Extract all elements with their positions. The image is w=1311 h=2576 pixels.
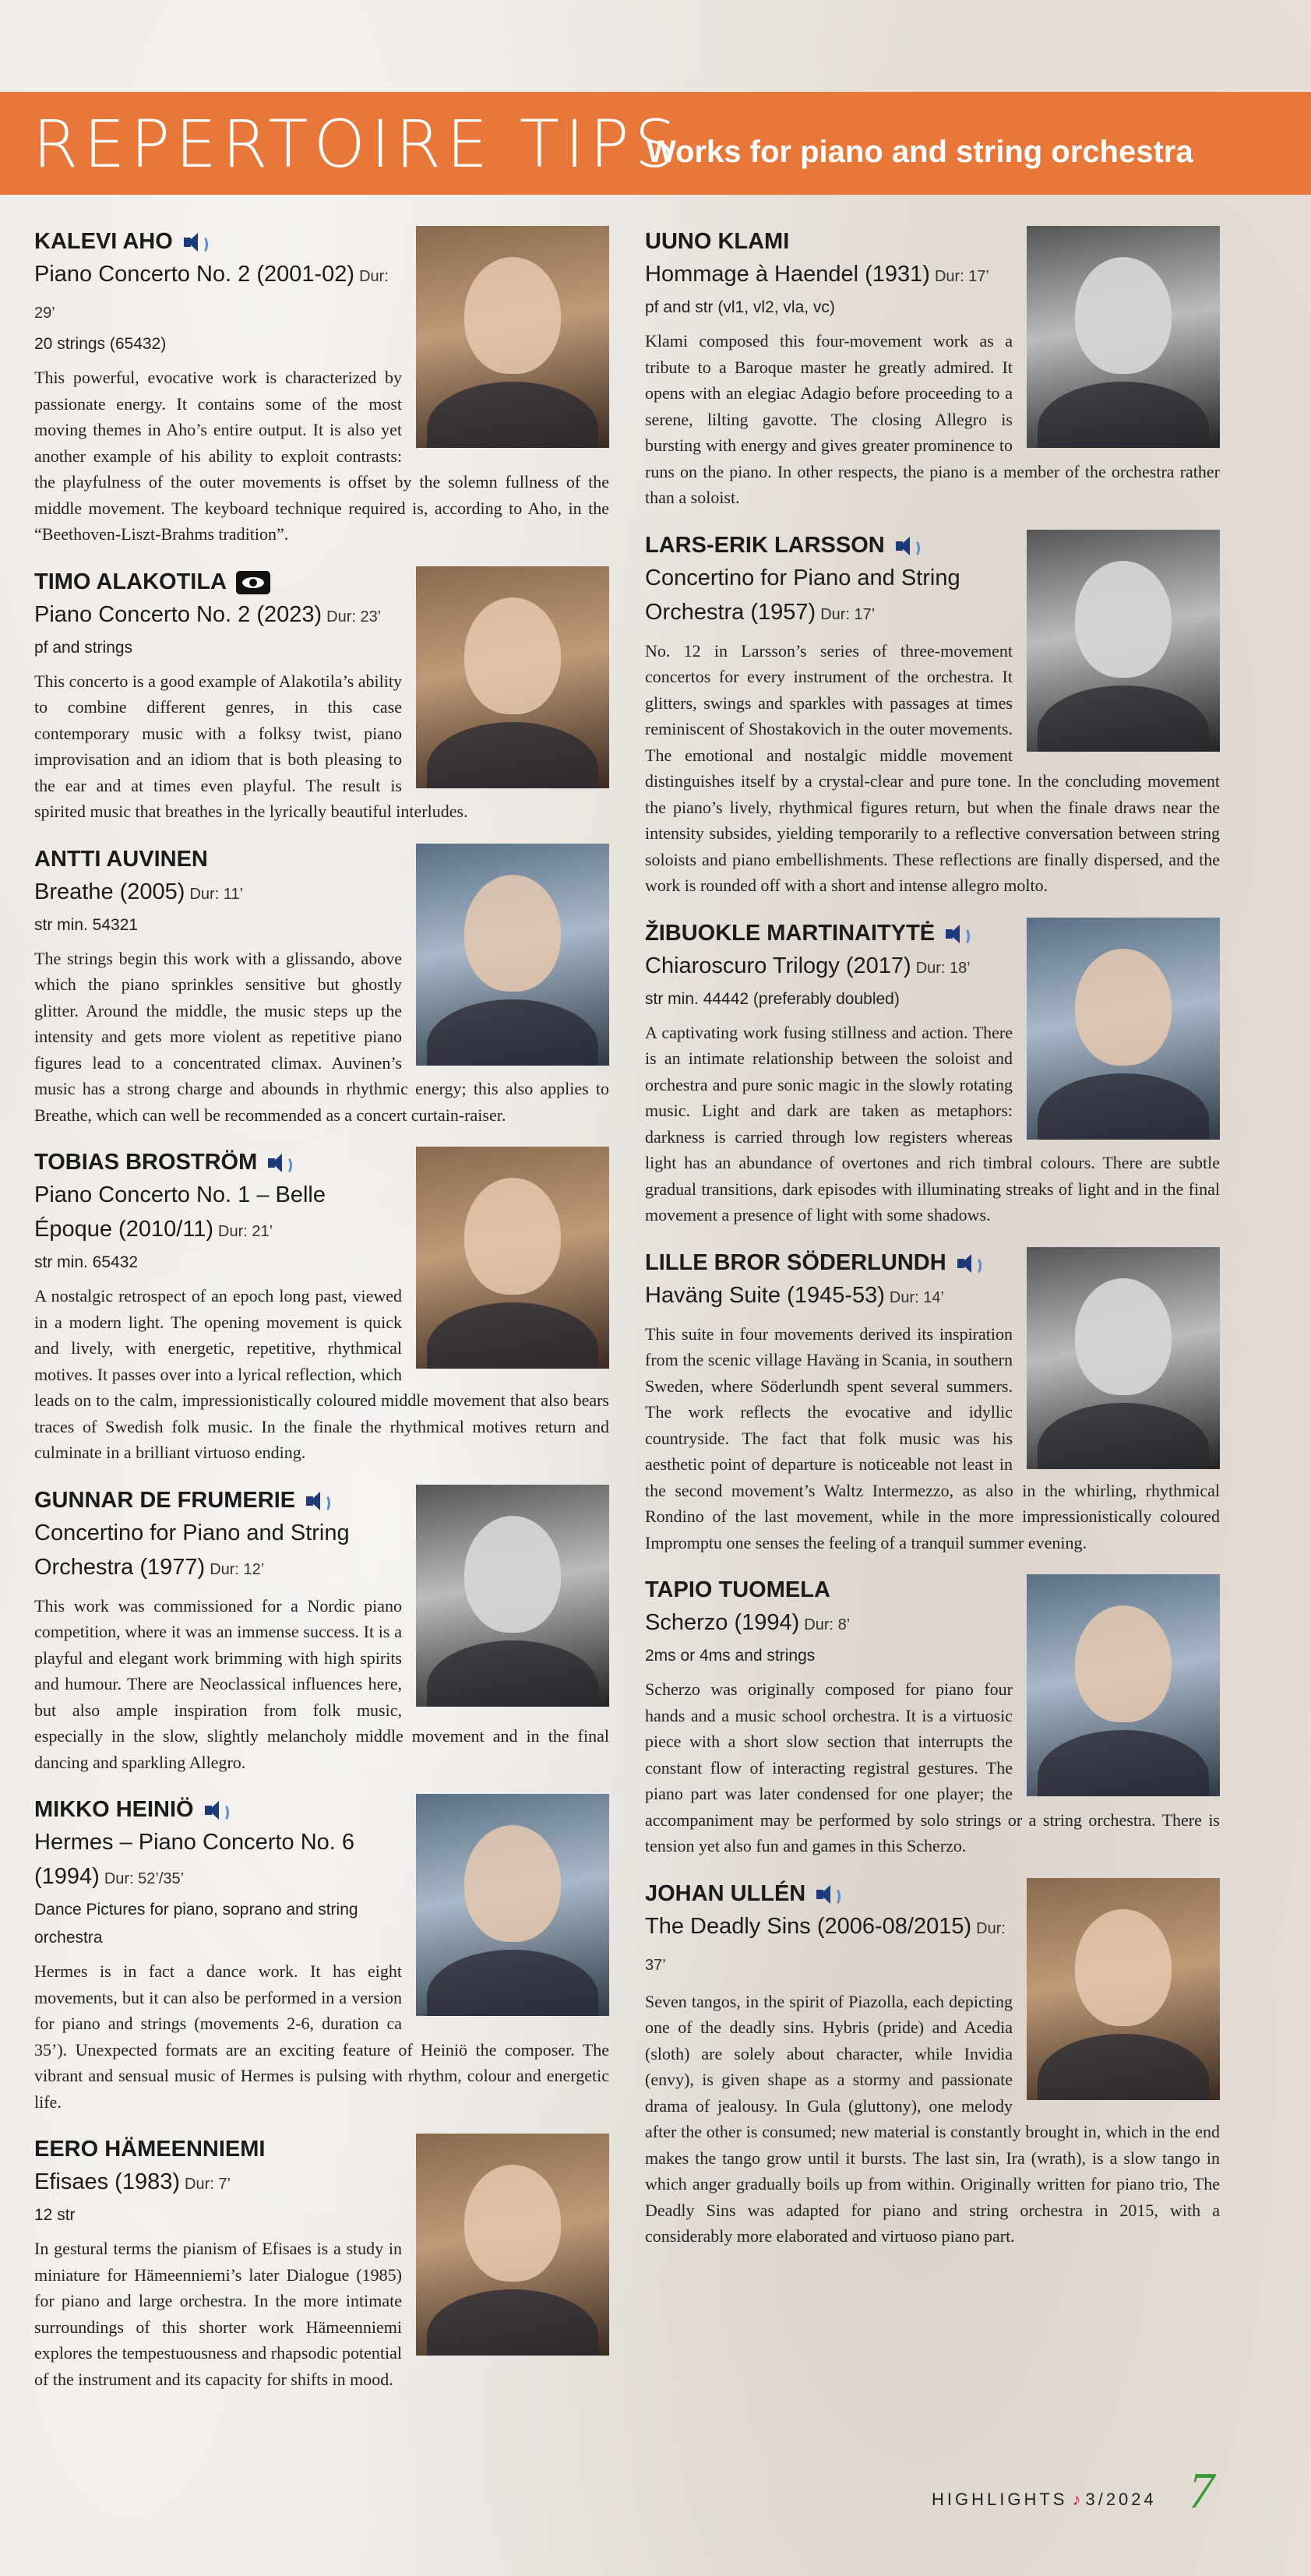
- title-banner: [0, 92, 1311, 195]
- duration: Dur: 17’: [934, 268, 989, 285]
- instrumentation: str min. 54321: [34, 915, 139, 934]
- work-description: In gestural terms the pianism of Efisaes is a study in miniature for Hämeenniemi’s later Dialogue (1985) for piano and large orchestra. In the more intimate surroundings of this shorter work Hämeenniemi explores the tempestuousness and rhapsodic potential of the instrument and its capacity for shifts in mood.: [34, 2239, 402, 2389]
- composer-name: LARS-ERIK LARSSON: [645, 532, 885, 558]
- duration: Dur: 12’: [210, 1560, 265, 1578]
- work-description: Klami composed this four-movement work as a tribute to a Baroque master he greatly admired. It opens with an elegiac Adagio before proceeding to a serene, lilting gavotte. The closing Allegro is bursting with energy and gives greater prominence to runs on the piano. In other respects, the piano is a member of the orchestra rather than a soloist.: [645, 331, 1220, 507]
- footer: [932, 2490, 1157, 2510]
- instrumentation: Dance Pictures for piano, soprano and string orchestra: [34, 1901, 358, 1947]
- work-description: Seven tangos, in the spirit of Piazolla, each depicting one of the deadly sins. Hybris (pride) and Acedia (sloth) are solely about character, while Invidia (envy), is given shape as a stormy and passionate drama of jealousy. In Gula (gluttony), one melody after the other is consumed; new material is constantly brought in, which in the end makes the tango grow until it bursts. The last sin, Ira (wrath), is a slow tango in which anger gradually boils up from within. Originally written for piano trio, The Deadly Sins was adapted for piano and string orchestra in 2015, with a considerably more elaborated and virtuoso piano part.: [645, 1991, 1220, 2246]
- duration: Dur: 21’: [218, 1223, 273, 1240]
- composer-photo: [1027, 1247, 1220, 1469]
- composer-name: JOHAN ULLÉN: [645, 1880, 806, 1906]
- work-description: A captivating work fusing stillness and action. There is an intimate relationship between the soloist and orchestra and pure sonic magic in the slowly rotating music. Light and dark are taken as metaphors: darkness is carried through low registers whereas light has an abundance of overtones and rich timbral colours. There are subtle gradual transitions, dark episodes with illuminating streaks of light and in the final movement a presence of light with some shadows.: [645, 1022, 1220, 1225]
- instrumentation: 2ms or 4ms and strings: [645, 1647, 816, 1665]
- speaker-icon[interactable]: [813, 1884, 844, 1905]
- left-column: [34, 226, 609, 2411]
- composer-entry: [645, 226, 1220, 511]
- work-description: No. 12 in Larsson’s series of three-movement concertos for every instrument of the orchestra. It glitters, swings and sparkles with passages at times reminiscent of Shostakovich in the outer movements. The emotional and nostalgic middle movement distinguishes itself by a crystal-clear and pure tone. In the concluding movement the piano’s lively, rhythmical figures return, but when the finale draws near the intensity subsides, yielding temporarily to a reflective conversation between string soloists and piano embellishments. These reflections are finally dispersed, and the work is rounded off with a short and intense allegro molto.: [645, 640, 1220, 895]
- page-subtitle: Works for piano and string orchestra: [647, 135, 1193, 169]
- composer-entry: [645, 1247, 1220, 1556]
- composer-entry: [34, 566, 609, 825]
- duration: Dur: 17’: [820, 605, 876, 623]
- composer-entry: [34, 1794, 609, 2115]
- composer-name: ANTTI AUVINEN: [34, 846, 208, 872]
- composer-name: TIMO ALAKOTILA: [34, 569, 227, 594]
- duration: Dur: 18’: [915, 959, 971, 977]
- instrumentation: pf and str (vl1, vl2, vla, vc): [645, 298, 835, 316]
- work-title: Piano Concerto No. 1 – Belle Époque (2010/11): [34, 1182, 326, 1242]
- work-title: Chiaroscuro Trilogy (2017): [645, 953, 911, 978]
- speaker-icon[interactable]: [181, 231, 212, 253]
- composer-entry: [34, 844, 609, 1129]
- composer-photo: [416, 566, 609, 788]
- work-title: Hermes – Piano Concerto No. 6 (1994): [34, 1830, 355, 1889]
- work-description: Scherzo was originally composed for piano four hands and a music school orchestra. It is a virtuosic piece with a short slow section that interrupts the constant flow of interacting registral gestures. The piano part was later condensed for one player; the accompaniment may be performed by solo strings or a string orchestra. There is tension yet also fun and games in this Scherzo.: [645, 1679, 1220, 1855]
- magazine-name: HIGHLIGHTS: [932, 2490, 1068, 2509]
- duration: Dur: 11’: [189, 885, 244, 903]
- composer-photo: [1027, 530, 1220, 752]
- work-description: This concerto is a good example of Alakotila’s ability to combine different genres, in this case contemporary music with a folksy twist, piano improvisation and an idiom that is both pleasing to the ear and at times even playful. The result is spirited music that breathes in the lyrically beautiful interludes.: [34, 671, 468, 821]
- composer-photo: [1027, 226, 1220, 448]
- composer-name: KALEVI AHO: [34, 229, 173, 254]
- composer-name: UUNO KLAMI: [645, 229, 790, 254]
- composer-name: EERO HÄMEENNIEMI: [34, 2137, 266, 2162]
- page-title: REPERTOIRE TIPS: [33, 106, 682, 182]
- composer-entry: [645, 918, 1220, 1228]
- instrumentation: pf and strings: [34, 638, 133, 657]
- composer-photo: [416, 2134, 609, 2356]
- note-logo-icon: ♪: [1072, 2490, 1081, 2509]
- composer-entry: [645, 1574, 1220, 1859]
- composer-name: ŽIBUOKLE MARTINAITYTĖ: [645, 920, 936, 946]
- speaker-icon[interactable]: [303, 1490, 334, 1512]
- work-title: The Deadly Sins (2006-08/2015): [645, 1913, 972, 1939]
- composer-photo: [416, 226, 609, 448]
- composer-entry: [645, 530, 1220, 899]
- work-description: This work was commissioned for a Nordic piano competition, where it was an immense success. It is a playful and elegant work brimming with high spirits and humour. There are Neoclassical influences here, but also ample inspiration from folk music, especially in the slow, slightly melancholy middle movement and in the final dancing and sparkling Allegro.: [34, 1595, 609, 1772]
- work-description: Hermes is in fact a dance work. It has eight movements, but it can also be performed in a version for piano and strings (movements 2-6, duration ca 35’). Unexpected formats are an exciting feature of Heiniö the composer. The vibrant and sensual music of Hermes is pulsing with rhythm, colour and energetic life.: [34, 1961, 609, 2112]
- work-title: Breathe (2005): [34, 879, 185, 904]
- composer-name: GUNNAR DE FRUMERIE: [34, 1487, 296, 1513]
- composer-name: TAPIO TUOMELA: [645, 1577, 830, 1602]
- work-description: This suite in four movements derived its inspiration from the scenic village Haväng in Scania, in southern Sweden, where Söderlundh spent several summers. The work reflects the evocative and idyllic countryside. The fact that folk music was his aesthetic point of departure is noticeable not least in the second movement’s Waltz Intermezzo, as also in the whirling, rhythmical Rondino of the last movement, while in the more impressionistically coloured Impromptu one senses the feeling of a tranquil summer evening.: [645, 1323, 1220, 1552]
- duration: Dur: 14’: [889, 1288, 944, 1306]
- work-title: Piano Concerto No. 2 (2001-02): [34, 262, 355, 287]
- composer-photo: [416, 844, 609, 1066]
- work-title: Efisaes (1983): [34, 2169, 180, 2194]
- composer-photo: [416, 1147, 609, 1369]
- composer-photo: [416, 1794, 609, 2016]
- instrumentation: 12 str: [34, 2206, 76, 2224]
- work-description: This powerful, evocative work is characterized by passionate energy. It contains some of the most moving themes in Aho’s entire output. It is also yet another example of his ability to exploit contrasts: the playfulness of the outer movements is offset by the solemn fullness of the middle movement. The keyboard technique required is, according to Aho, in the “Beethoven-Liszt-Brahms tradition”.: [34, 368, 609, 544]
- work-title: Hommage à Haendel (1931): [645, 262, 930, 287]
- work-description: The strings begin this work with a glissando, above which the piano sprinkles sensitive but ghostly glitter. Around the middle, the music steps up the intensity and gets more violent as repetitive piano figures lead to a concentrated climax. Auvinen’s music has a strong charge and abounds in rhythmic energy; this also applies to Breathe, which can well be recommended as a concert curtain-raiser.: [34, 948, 609, 1125]
- composer-photo: [1027, 1574, 1220, 1796]
- instrumentation: str min. 65432: [34, 1253, 139, 1271]
- composer-name: LILLE BROR SÖDERLUNDH: [645, 1249, 946, 1275]
- duration: Dur: 37’: [645, 1919, 1006, 1974]
- work-description: A nostalgic retrospect of an epoch long past, viewed in a modern light. The opening movement is quick and lively, with energetic, repetitive, rhythmical motives. It passes over into a lyrical reflection, which leads on to the calm, impressionistically coloured middle movement that also bears traces of Swedish folk music. In the finale the rhythmical motives return and culminate in a brilliant virtuoso ending.: [34, 1286, 609, 1462]
- work-title: Concertino for Piano and String Orchestra (1957): [645, 565, 960, 625]
- composer-entry: [34, 1147, 609, 1466]
- speaker-icon[interactable]: [202, 1799, 233, 1821]
- composer-photo: [1027, 1878, 1220, 2100]
- duration: Dur: 7’: [185, 2176, 231, 2193]
- speaker-icon[interactable]: [265, 1152, 296, 1174]
- speaker-icon[interactable]: [893, 535, 924, 557]
- duration: Dur: 8’: [804, 1616, 851, 1633]
- composer-photo: [416, 1485, 609, 1707]
- work-title: Haväng Suite (1945-53): [645, 1282, 885, 1308]
- composer-entry: [34, 226, 609, 548]
- instrumentation: 20 strings (65432): [34, 335, 167, 353]
- composer-photo: [1027, 918, 1220, 1140]
- composer-entry: [34, 1485, 609, 1776]
- duration: Dur: 23’: [326, 608, 382, 625]
- speaker-icon[interactable]: [943, 923, 974, 945]
- page-number: 7: [1189, 2462, 1214, 2519]
- issue-number: 3/2024: [1085, 2490, 1157, 2509]
- duration: Dur: 29’: [34, 268, 389, 322]
- work-title: Scherzo (1994): [645, 1610, 800, 1635]
- instrumentation: str min. 44442 (preferably doubled): [645, 989, 900, 1008]
- composer-entry: [34, 2134, 609, 2392]
- eye-icon[interactable]: [236, 571, 270, 594]
- work-title: Concertino for Piano and String Orchestra (1977): [34, 1520, 350, 1580]
- speaker-icon[interactable]: [954, 1253, 985, 1274]
- composer-entry: [645, 1878, 1220, 2250]
- composer-name: TOBIAS BROSTRÖM: [34, 1150, 258, 1175]
- right-column: [645, 226, 1220, 2268]
- work-title: Piano Concerto No. 2 (2023): [34, 601, 322, 627]
- duration: Dur: 52’/35’: [104, 1870, 185, 1887]
- composer-name: MIKKO HEINIÖ: [34, 1797, 194, 1822]
